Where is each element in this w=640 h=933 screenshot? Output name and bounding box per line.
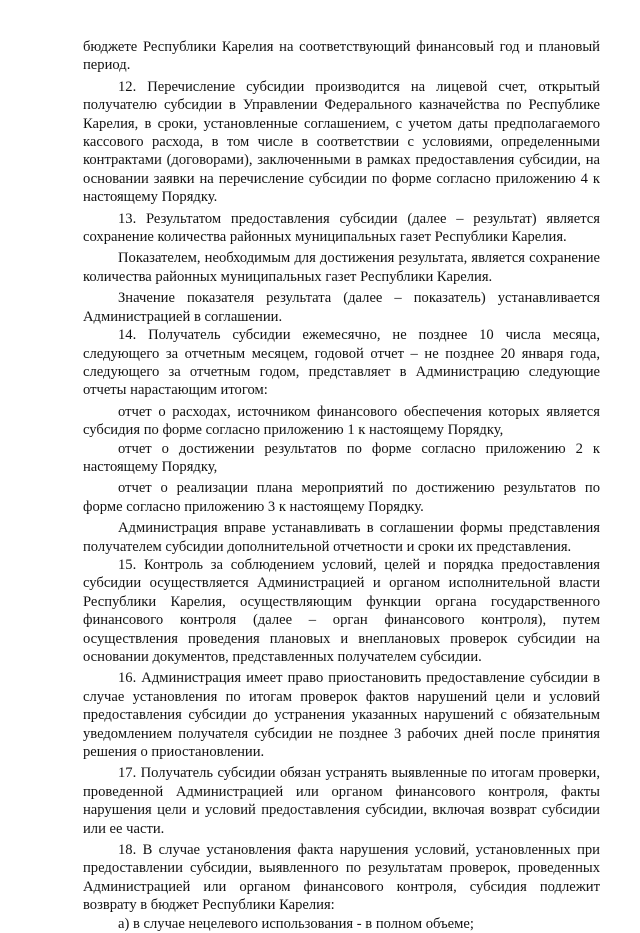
paragraph-budget-continuation: бюджете Республики Карелия на соответствующий финансовый год и плановый период. — [83, 39, 600, 74]
paragraph-12-transfer: 12. Перечисление субсидии производится на лицевой счет, открытый получателю субсидии в Управлении Федерального казначейства по Республике Карелия, в сроки, установленные соглашением, с учетом даты предполагаемого кассового расхода, в том числе в соответствии с условиями, определенными контрактами (договорами), заключенными в рамках предоставления субсидии, на основании заявки на перечисление субсидии по форме согласно приложению 4 к настоящему Порядку. — [83, 78, 600, 206]
paragraph-14-reports: 14. Получатель субсидии ежемесячно, не позднее 10 числа месяца, следующего за отчетным месяцем, годовой отчет – не позднее 20 января года, следующего за отчетным годом, представляет в Администрацию следующие отчеты нарастающим итогом: — [83, 327, 600, 399]
paragraph-13-result: 13. Результатом предоставления субсидии (далее – результат) является сохранение количества районных муниципальных газет Республики Карелия. — [83, 210, 600, 246]
paragraph-report-plan: отчет о реализации плана мероприятий по достижению результатов по форме согласно приложению 3 к настоящему Порядку. — [83, 480, 600, 515]
paragraph-report-results: отчет о достижении результатов по форме согласно приложению 2 к настоящему Порядку, — [83, 440, 600, 475]
paragraph-report-expenses: отчет о расходах, источником финансового обеспечения которых является субсидия по форме согласно приложению 1 к настоящему Порядку, — [83, 403, 600, 439]
paragraph-indicator-value: Значение показателя результата (далее – показатель) устанавливается Администрацией в соглашении. — [83, 290, 600, 325]
paragraph-18-refund: 18. В случае установления факта нарушения условий, установленных при предоставлении субсидии, выявленного по результатам проверок, проведенных Администрацией или органом финансового контроля, субсидия подлежит возврату в бюджет Республики Карелия: — [83, 842, 600, 914]
paragraph-17-obligation: 17. Получатель субсидии обязан устранять выявленные по итогам проверки, проведенной Администрацией или органом финансового контроля, факты нарушения цели и условий предоставления субсидии, включая возврат субсидии или ее части. — [83, 765, 600, 837]
paragraph-15-control: 15. Контроль за соблюдением условий, целей и порядка предоставления субсидии осуществляется Администрацией и органом исполнительной власти Республики Карелия, осуществляющим функции органа государственного финансового контроля (далее – орган финансового контроля), путем осуществления проведения плановых и внеплановых проверок субсидии на основании документов, представленных получателем субсидии. — [83, 556, 600, 665]
paragraph-additional-reporting: Администрация вправе устанавливать в соглашении формы представления получателем субсидии дополнительной отчетности и сроки их представления. — [83, 520, 600, 555]
paragraph-indicator: Показателем, необходимым для достижения результата, является сохранение количества районных муниципальных газет Республики Карелия. — [83, 250, 600, 285]
paragraph-16-suspension: 16. Администрация имеет право приостановить предоставление субсидии в случае установления по итогам проверок фактов нарушений цели и условий предоставления субсидии до устранения указанных нарушений с обязательным уведомлением получателя субсидии не позднее 3 рабочих дней после принятия решения о приостановлении. — [83, 670, 600, 761]
paragraph-18a-misuse: а) в случае нецелевого использования - в полном объеме; — [118, 915, 474, 932]
